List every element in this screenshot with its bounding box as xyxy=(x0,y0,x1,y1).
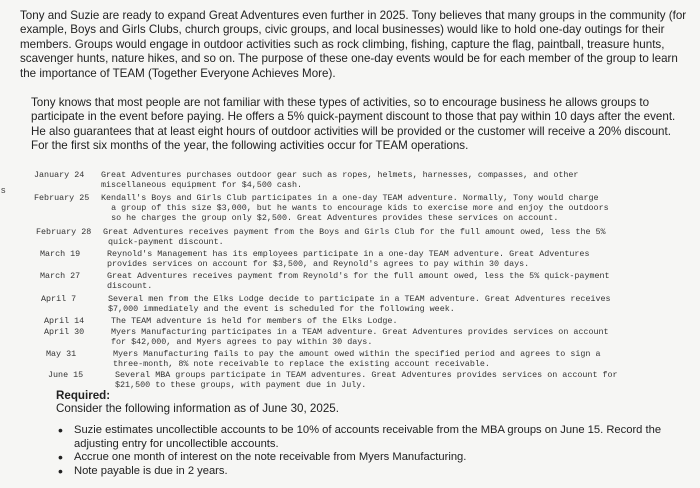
event-row xyxy=(34,170,694,192)
list-item: • Suzie estimates uncollectible accounts to be 10% of accounts receivable from the MBA groups on June 15. Record the adjusting entry for uncollectible accounts. xyxy=(68,424,668,451)
intro-paragraph-1: Tony and Suzie are ready to expand Great Adventures even further in 2025. Tony believes that many groups in the community (for example, Boys and Girls Clubs, church groups, civic groups, and local businesses) would like to hold one-day outings for their members. Groups would engage in outdoor activities such as rock climbing, fishing, capture the flag, paintball, treasure hunts, scavenger hunts, nature hikes, and so on. The purpose of these one-day events would be for each member of the group to learn the importance of TEAM (Together Everyone Achieves More). xyxy=(20,9,687,80)
consider-text: Consider the following information as of June 30, 2025. xyxy=(56,402,339,415)
requirements-list xyxy=(56,424,668,478)
event-description: Myers Manufacturing participates in a TEAM adventure. Great Adventures provides services on account for $42,000, and Myers agrees to pay within 30 days. xyxy=(111,327,609,348)
event-row xyxy=(36,227,696,249)
event-date: March 19 xyxy=(40,249,81,259)
event-description: Several MBA groups participate in TEAM adventures. Great Adventures provides services on account for $21,500 to these groups, with payment due in July. xyxy=(115,370,618,391)
event-description: Great Adventures receives payment from the Boys and Girls Club for the full amount owed, less the 5% quick-payment discount. xyxy=(103,227,606,248)
event-description: Reynold's Management has its employees participate in a one-day TEAM adventure. Great Adventures provides services on account for $3,500, and Reynold's agrees to pay within 30 days. xyxy=(107,249,590,270)
event-date: January 24 xyxy=(34,170,85,180)
event-description: Great Adventures purchases outdoor gear such as ropes, helmets, harnesses, compasses, and other miscellaneous equipment for $4,500 cash. xyxy=(101,170,579,191)
event-description: The TEAM adventure is held for members of the Elks Lodge. xyxy=(111,316,398,326)
required-heading: Required: xyxy=(56,389,111,402)
list-item: • Accrue one month of interest on the note receivable from Myers Manufacturing. xyxy=(68,451,668,465)
event-date: March 27 xyxy=(40,271,81,281)
event-date: April 7 xyxy=(41,294,77,304)
event-row xyxy=(46,349,700,371)
intro-paragraph-2: Tony knows that most people are not familiar with these types of activities, so to encourage business he allows groups to participate in the event before paying. He offers a 5% quick-payment discount to those that pay within 10 days after the event. He also guarantees that at least eight hours of outdoor activities will be provided or the customer will receive a 20% discount. For the first six months of the year, the following activities occur for TEAM operations. xyxy=(31,96,676,153)
event-row xyxy=(40,249,700,271)
event-description: Kendall's Boys and Girls Club participates in a one-day TEAM adventure. Normally, Tony would charge a group of this size $3,000, but he wants to encourage kids to exercise more and enjoy the outdoors so he charges the group only $2,500. Great Adventures provides these services on account. xyxy=(101,193,609,224)
event-row xyxy=(41,294,700,316)
event-date: April 30 xyxy=(44,327,85,337)
event-date: February 25 xyxy=(34,193,90,203)
list-item: • Note payable is due in 2 years. xyxy=(68,465,668,479)
event-description: Myers Manufacturing fails to pay the amount owed within the specified period and agrees to sign a three-month, 8% note receivable to replace the existing account receivable. xyxy=(113,349,601,370)
event-description: Several men from the Elks Lodge decide to participate in a TEAM adventure. Great Adventures receives $7,000 immediately and the event is scheduled for the following week. xyxy=(108,294,611,315)
margin-mark: s xyxy=(1,185,6,195)
event-description: Great Adventures receives payment from Reynold's for the full amount owed, less the 5% quick-payment discount. xyxy=(107,271,610,292)
event-row xyxy=(48,370,700,392)
event-date: May 31 xyxy=(46,349,77,359)
event-date: February 28 xyxy=(36,227,92,237)
event-row xyxy=(40,271,700,293)
event-row xyxy=(34,193,694,225)
event-date: April 14 xyxy=(44,316,85,326)
event-row xyxy=(44,327,700,349)
event-date: June 15 xyxy=(48,370,84,380)
